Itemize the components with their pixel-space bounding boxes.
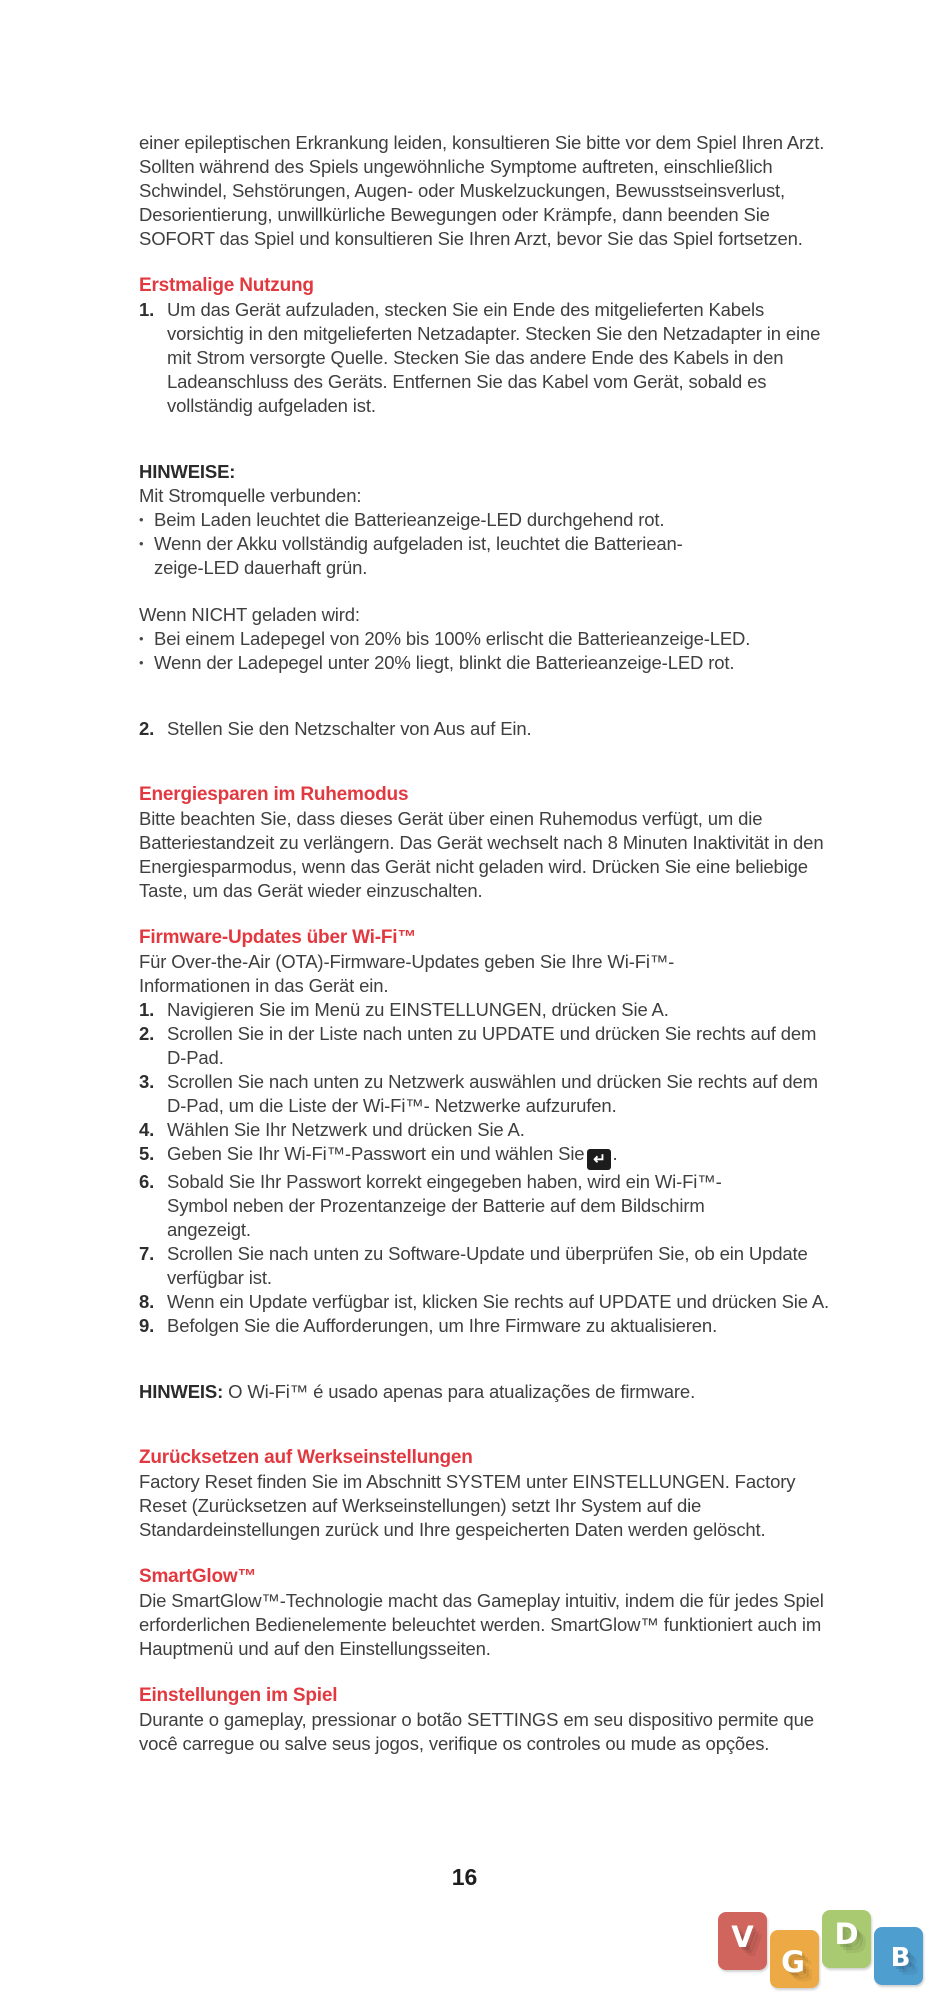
heading-werkseinstellungen: Zurücksetzen auf Werkseinstellungen bbox=[139, 1447, 473, 1468]
logo-tile-g bbox=[770, 1930, 819, 1988]
bullet-text-line: zeige-LED dauerhaft grün. bbox=[154, 557, 368, 578]
energiesparen-paragraph: Bitte beachten Sie, dass dieses Gerät über einen Ruhemodus verfügt, um die Batteriestandzeit zu verlängern. Das Gerät wechselt nach 8 Minuten Inaktivität in den Energiesparmodus, wenn das Gerät nicht geladen wird. Drücken Sie eine beliebige Taste, um das Gerät wieder einzuschalten. bbox=[139, 808, 824, 901]
logo-tile-b bbox=[874, 1927, 923, 1985]
step-text: Scrollen Sie in der Liste nach unten zu UPDATE und drücken Sie rechts auf dem D-Pad. bbox=[167, 1023, 817, 1068]
note-pt-text: O Wi-Fi™ é usado apenas para atualizações de firmware. bbox=[228, 1381, 696, 1402]
step-number: 2. bbox=[139, 1023, 155, 1044]
label-connected: Mit Stromquelle verbunden: bbox=[139, 485, 362, 506]
bullet-item bbox=[139, 627, 831, 651]
step-text: Um das Gerät aufzuladen, stecken Sie ein Ende des mitgelieferten Kabels vorsichtig in den mitgelieferten Netzadapter. Stecken Sie den Netzadapter in eine mit Strom versorgte Quelle. Stecken Sie das andere Ende des Kabels in den Ladeanschluss des Geräts. Entfernen Sie das Kabel vom Gerät, sobald es vollständig aufgeladen ist. bbox=[167, 299, 821, 416]
step-text: Wählen Sie Ihr Netzwerk und drücken Sie A. bbox=[167, 1119, 525, 1140]
bullet-item bbox=[139, 508, 831, 532]
heading-firmware-updates: Firmware-Updates über Wi-Fi™ bbox=[139, 927, 417, 948]
firmware-intro-line: Für Over-the-Air (OTA)-Firmware-Updates geben Sie Ihre Wi-Fi™- bbox=[139, 951, 675, 972]
firmware-step-6 bbox=[139, 1170, 831, 1242]
firmware-step-4 bbox=[139, 1118, 831, 1142]
step-number: 1. bbox=[139, 299, 155, 320]
firmware-step-2 bbox=[139, 1022, 831, 1070]
step-text-line: Symbol neben der Prozentanzeige der Batterie auf dem Bildschirm bbox=[167, 1195, 705, 1216]
label-not-charging: Wenn NICHT geladen wird: bbox=[139, 604, 360, 625]
step-text-line: Sobald Sie Ihr Passwort korrekt eingegeben haben, wird ein Wi-Fi™- bbox=[167, 1171, 722, 1192]
logo-letter: D bbox=[834, 1917, 859, 1951]
step-number: 6. bbox=[139, 1171, 155, 1192]
bullet-text-line: Wenn der Akku vollständig aufgeladen ist, leuchtet die Batteriean- bbox=[154, 533, 683, 554]
firmware-step-5 bbox=[139, 1142, 831, 1170]
bullet-icon: • bbox=[139, 536, 144, 551]
step-text bbox=[167, 1170, 831, 1242]
first-use-step-1 bbox=[139, 298, 831, 418]
step-number: 1. bbox=[139, 999, 155, 1020]
heading-smartglow: SmartGlow™ bbox=[139, 1566, 257, 1587]
note-pt bbox=[139, 1380, 831, 1404]
step-number: 3. bbox=[139, 1071, 155, 1092]
vgdb-logo bbox=[718, 1910, 928, 1990]
firmware-intro-line: Informationen in das Gerät ein. bbox=[139, 975, 389, 996]
step-number: 7. bbox=[139, 1243, 155, 1264]
bullet-text: Beim Laden leuchtet die Batterieanzeige-LED durchgehend rot. bbox=[154, 509, 665, 530]
bullet-text: Bei einem Ladepegel von 20% bis 100% erlischt die Batterieanzeige-LED. bbox=[154, 628, 751, 649]
step-number: 8. bbox=[139, 1291, 155, 1312]
bullet-icon: • bbox=[139, 512, 144, 527]
note-pt-label: HINWEIS: bbox=[139, 1381, 224, 1402]
logo-tile-v bbox=[718, 1912, 767, 1970]
enter-key-icon: ↵ bbox=[587, 1149, 611, 1170]
heading-erstmalige-nutzung: Erstmalige Nutzung bbox=[139, 275, 314, 296]
logo-letter: V bbox=[731, 1920, 754, 1954]
firmware-step-3 bbox=[139, 1070, 831, 1118]
firmware-intro bbox=[139, 950, 831, 998]
step-number: 9. bbox=[139, 1315, 155, 1336]
firmware-step-8 bbox=[139, 1290, 831, 1314]
step-text: Navigieren Sie im Menü zu EINSTELLUNGEN, drücken Sie A. bbox=[167, 999, 669, 1020]
heading-energiesparen: Energiesparen im Ruhemodus bbox=[139, 784, 409, 805]
einstellungen-im-spiel-paragraph: Durante o gameplay, pressionar o botão SETTINGS em seu dispositivo permite que você carregue ou salve seus jogos, verifique os controles ou mude as opções. bbox=[139, 1709, 814, 1754]
page-content bbox=[139, 131, 831, 1756]
step-text-line: angezeigt. bbox=[167, 1219, 251, 1240]
bullet-icon: • bbox=[139, 631, 144, 646]
logo-letter: B bbox=[890, 1943, 911, 1973]
step-text: Befolgen Sie die Aufforderungen, um Ihre Firmware zu aktualisieren. bbox=[167, 1315, 718, 1336]
step-number: 5. bbox=[139, 1143, 155, 1164]
intro-paragraph: einer epileptischen Erkrankung leiden, konsultieren Sie bitte vor dem Spiel Ihren Arzt. Sollten während des Spiels ungewöhnliche Symptome auftreten, einschließlich Schwindel, Sehstörungen, Augen- oder Muskelzuckungen, Bewusstseinsverlust, Desorientierung, unwillkürliche Bewegungen oder Krämpfe, dann beenden Sie SOFORT das Spiel und konsultieren Sie Ihren Arzt, bevor Sie das Spiel fortsetzen. bbox=[139, 132, 825, 249]
step-text: Stellen Sie den Netzschalter von Aus auf Ein. bbox=[167, 718, 532, 739]
page-number: 16 bbox=[451, 1864, 478, 1890]
heading-einstellungen-im-spiel: Einstellungen im Spiel bbox=[139, 1685, 338, 1706]
bullet-item bbox=[139, 651, 831, 675]
step-text-after: . bbox=[612, 1143, 618, 1164]
heading-hinweise: HINWEISE: bbox=[139, 461, 236, 482]
bullet-item bbox=[139, 532, 831, 580]
step-text: Wenn ein Update verfügbar ist, klicken Sie rechts auf UPDATE und drücken Sie A. bbox=[167, 1291, 830, 1312]
smartglow-paragraph: Die SmartGlow™-Technologie macht das Gameplay intuitiv, indem die für jedes Spiel erforderlichen Bedienelemente beleuchtet werden. SmartGlow™ funktioniert auch im Hauptmenü und auf den Einstellungsseiten. bbox=[139, 1590, 824, 1659]
step-text bbox=[167, 1142, 831, 1170]
step-text: Scrollen Sie nach unten zu Netzwerk auswählen und drücken Sie rechts auf dem D-Pad, um die Liste der Wi-Fi™- Netzwerke aufzurufen. bbox=[167, 1071, 818, 1116]
firmware-step-1 bbox=[139, 998, 831, 1022]
bullet-text bbox=[154, 532, 831, 580]
logo-tile-d bbox=[822, 1910, 871, 1968]
firmware-step-7 bbox=[139, 1242, 831, 1290]
step-text: Scrollen Sie nach unten zu Software-Update und überprüfen Sie, ob ein Update verfügbar ist. bbox=[167, 1243, 808, 1288]
first-use-step-2 bbox=[139, 717, 831, 741]
bullet-icon: • bbox=[139, 655, 144, 670]
step-number: 2. bbox=[139, 718, 155, 739]
step-text-before: Geben Sie Ihr Wi-Fi™-Passwort ein und wählen Sie bbox=[167, 1143, 585, 1164]
werkseinstellungen-paragraph: Factory Reset finden Sie im Abschnitt SYSTEM unter EINSTELLUNGEN. Factory Reset (Zurücksetzen auf Werkseinstellungen) setzt Ihr System auf die Standardeinstellungen zurück und Ihre gespeicherten Daten werden gelöscht. bbox=[139, 1471, 796, 1540]
firmware-step-9 bbox=[139, 1314, 831, 1338]
step-number: 4. bbox=[139, 1119, 155, 1140]
bullet-text: Wenn der Ladepegel unter 20% liegt, blinkt die Batterieanzeige-LED rot. bbox=[154, 652, 735, 673]
logo-letter: G bbox=[781, 1945, 805, 1979]
hinweise-block bbox=[139, 460, 831, 675]
